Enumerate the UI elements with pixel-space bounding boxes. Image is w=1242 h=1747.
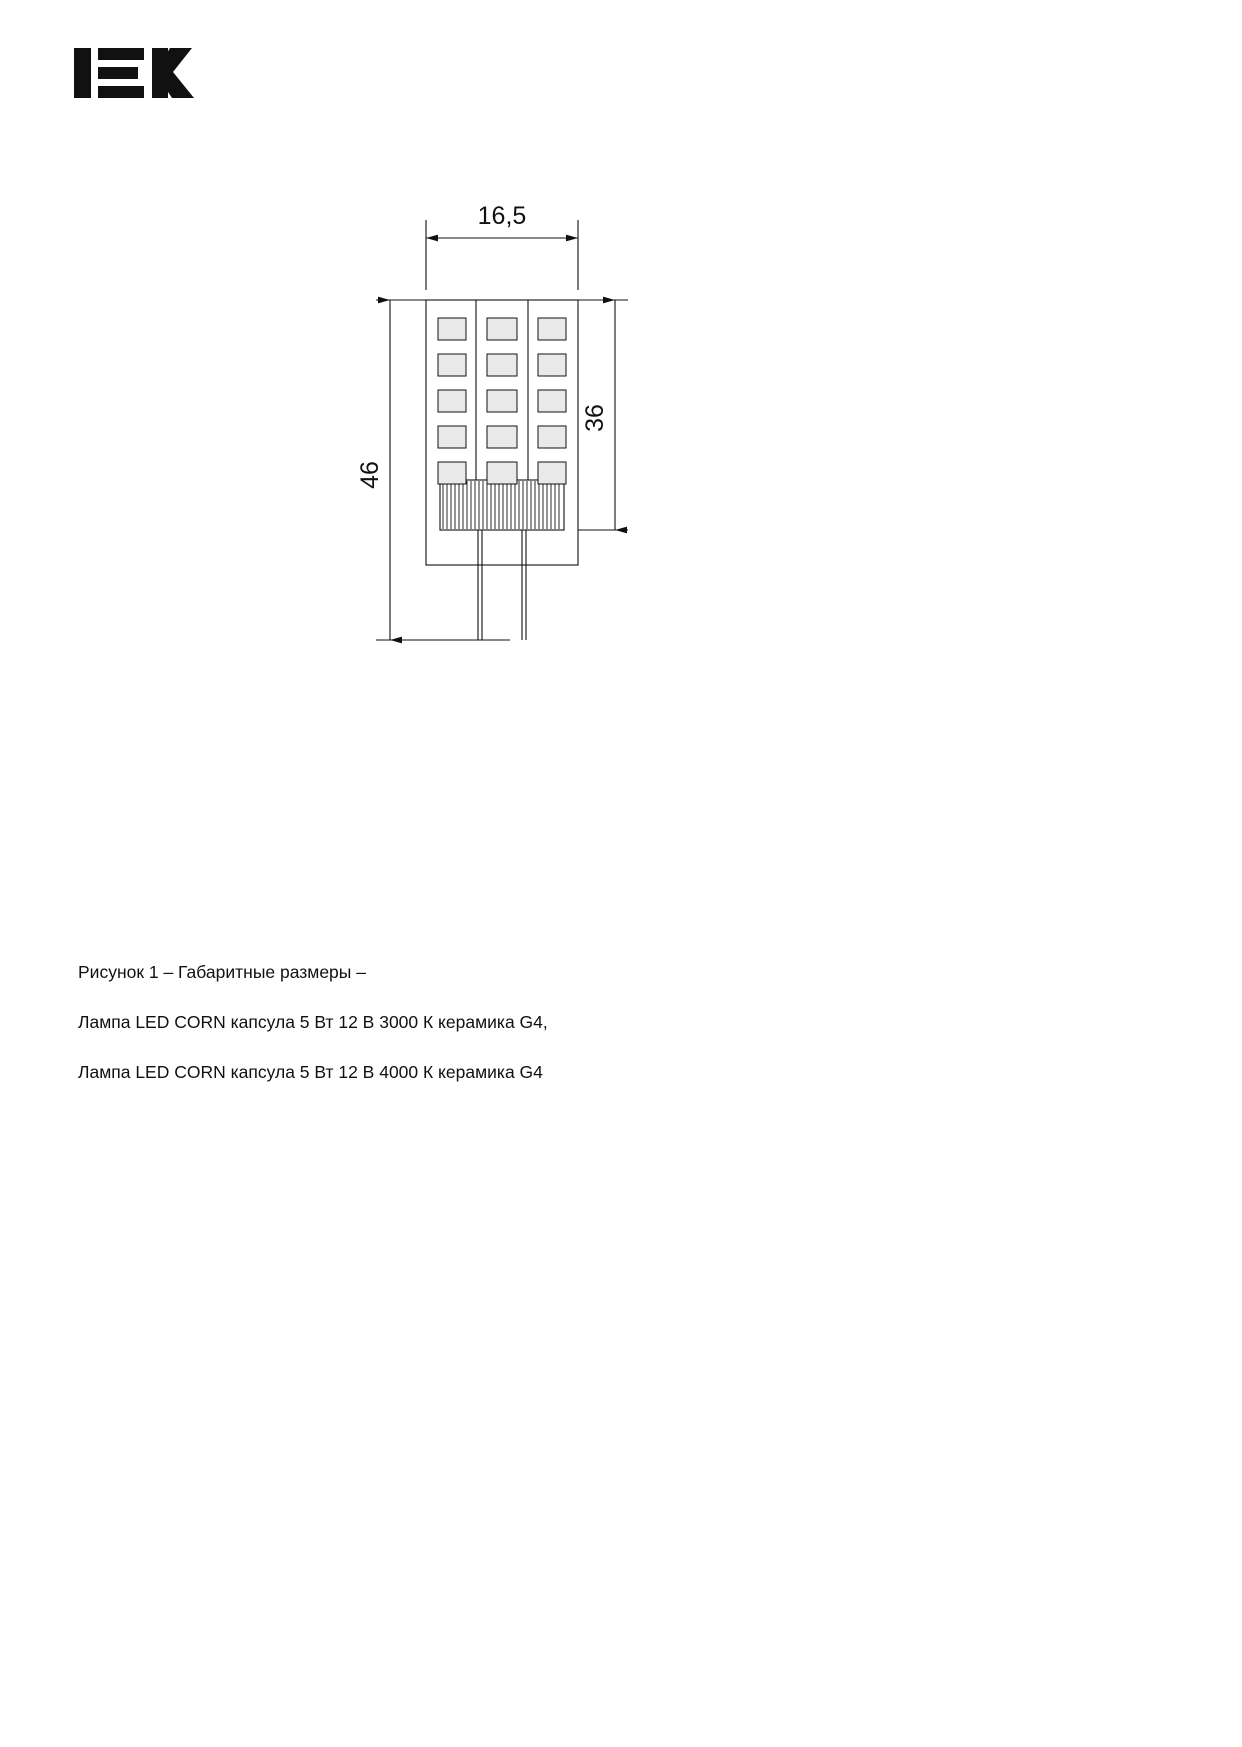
- caption-line-1: Рисунок 1 – Габаритные размеры –: [78, 962, 366, 982]
- lamp-outline-svg: [330, 190, 710, 770]
- dimension-drawing: [330, 190, 710, 770]
- figure-caption: [78, 935, 898, 1110]
- dimension-width-text: 16,5: [477, 202, 527, 230]
- iek-logo: [72, 42, 212, 104]
- caption-line-2: Лампа LED CORN капсула 5 Вт 12 В 3000 К керамика G4,: [78, 1012, 548, 1032]
- caption-line-3: Лампа LED CORN капсула 5 Вт 12 В 4000 К керамика G4: [78, 1062, 543, 1082]
- dimension-total-height-text: 46: [356, 461, 384, 489]
- dimension-body-height-text: 36: [581, 404, 609, 432]
